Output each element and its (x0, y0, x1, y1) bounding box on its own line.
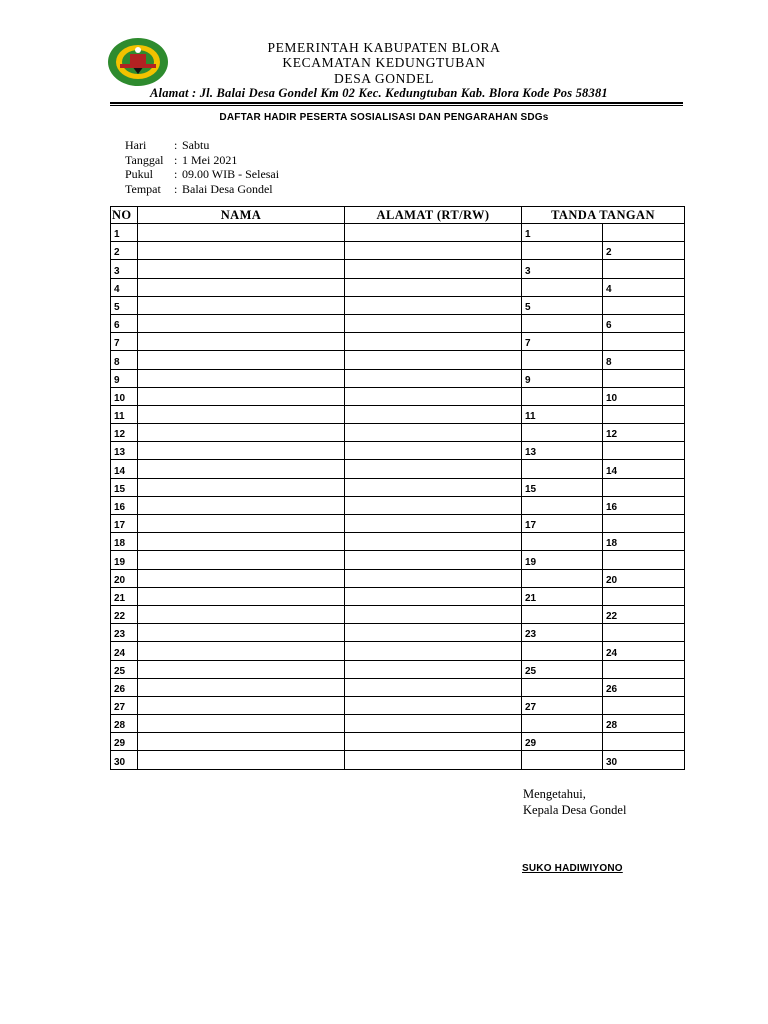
signature-cell-left[interactable] (522, 751, 603, 769)
table-row (111, 460, 685, 478)
table-row (111, 387, 685, 405)
table-row (111, 224, 685, 242)
header-divider (110, 102, 683, 104)
nama-cell[interactable] (138, 605, 345, 623)
nama-cell[interactable] (138, 660, 345, 678)
nama-cell[interactable] (138, 551, 345, 569)
alamat-cell[interactable] (345, 696, 522, 714)
table-row (111, 478, 685, 496)
nama-cell[interactable] (138, 387, 345, 405)
signature-cell-right[interactable] (603, 369, 685, 387)
signature-cell-right[interactable] (603, 442, 685, 460)
alamat-cell[interactable] (345, 678, 522, 696)
alamat-cell[interactable] (345, 442, 522, 460)
signature-cell-left[interactable] (522, 533, 603, 551)
alamat-cell[interactable] (345, 624, 522, 642)
row-number[interactable]: 4 (111, 278, 138, 296)
alamat-cell[interactable] (345, 405, 522, 423)
info-label: Tempat (125, 182, 161, 197)
row-number[interactable]: 10 (111, 387, 138, 405)
info-colon: : (174, 138, 178, 152)
signature-cell-left[interactable]: 1 (522, 224, 603, 242)
signature-cell-left[interactable] (522, 569, 603, 587)
nama-cell[interactable] (138, 351, 345, 369)
signature-cell-left[interactable] (522, 314, 603, 332)
signatory-name: SUKO HADIWIYONO (522, 863, 623, 874)
header-line-2: KECAMATAN KEDUNGTUBAN (282, 55, 486, 70)
nama-cell[interactable] (138, 224, 345, 242)
table-row (111, 551, 685, 569)
nama-cell[interactable] (138, 460, 345, 478)
nama-cell[interactable] (138, 751, 345, 769)
nama-cell[interactable] (138, 642, 345, 660)
table-row (111, 278, 685, 296)
signature-cell-left[interactable] (522, 387, 603, 405)
signature-cell-left[interactable]: 9 (522, 369, 603, 387)
info-label: Hari (125, 138, 147, 152)
column-header-nama: NAMA (138, 207, 345, 224)
alamat-cell[interactable] (345, 515, 522, 533)
column-header-alamat: ALAMAT (RT/RW) (345, 207, 522, 224)
alamat-cell[interactable] (345, 733, 522, 751)
row-number[interactable]: 25 (111, 660, 138, 678)
signature-cell-left[interactable]: 21 (522, 587, 603, 605)
alamat-cell[interactable] (345, 242, 522, 260)
signature-cell-left[interactable]: 17 (522, 515, 603, 533)
nama-cell[interactable] (138, 715, 345, 733)
nama-cell[interactable] (138, 333, 345, 351)
signature-cell-left[interactable]: 19 (522, 551, 603, 569)
alamat-cell[interactable] (345, 715, 522, 733)
info-tempat (125, 182, 279, 197)
info-colon: : (174, 167, 178, 182)
signature-cell-right[interactable]: 2 (603, 242, 685, 260)
header-address: Alamat : Jl. Balai Desa Gondel Km 02 Kec. Kedungtuban Kab. Blora Kode Pos 58381 (150, 86, 608, 100)
nama-cell[interactable] (138, 587, 345, 605)
signature-cell-right[interactable]: 14 (603, 460, 685, 478)
row-number[interactable]: 29 (111, 733, 138, 751)
row-number[interactable]: 26 (111, 678, 138, 696)
alamat-cell[interactable] (345, 478, 522, 496)
table-row (111, 605, 685, 623)
signature-cell-right[interactable] (603, 551, 685, 569)
info-label: Pukul (125, 167, 154, 182)
row-number[interactable]: 13 (111, 442, 138, 460)
signature-cell-right[interactable]: 22 (603, 605, 685, 623)
info-colon: : (174, 182, 178, 197)
row-number[interactable]: 1 (111, 224, 138, 242)
row-number[interactable]: 9 (111, 369, 138, 387)
row-number[interactable]: 17 (111, 515, 138, 533)
alamat-cell[interactable] (345, 587, 522, 605)
info-value: Sabtu (182, 138, 210, 152)
alamat-cell[interactable] (345, 642, 522, 660)
table-row (111, 751, 685, 769)
signature-cell-left[interactable]: 15 (522, 478, 603, 496)
table-row (111, 587, 685, 605)
approval-block (523, 787, 626, 818)
approval-label: Mengetahui, (523, 787, 586, 801)
table-row (111, 333, 685, 351)
signature-cell-left[interactable]: 23 (522, 624, 603, 642)
alamat-cell[interactable] (345, 369, 522, 387)
signature-cell-right[interactable]: 30 (603, 751, 685, 769)
alamat-cell[interactable] (345, 751, 522, 769)
table-row (111, 369, 685, 387)
signature-cell-right[interactable]: 4 (603, 278, 685, 296)
nama-cell[interactable] (138, 369, 345, 387)
row-number[interactable]: 7 (111, 333, 138, 351)
signature-cell-left[interactable]: 29 (522, 733, 603, 751)
row-number[interactable]: 22 (111, 605, 138, 623)
signature-cell-right[interactable]: 24 (603, 642, 685, 660)
table-row (111, 642, 685, 660)
info-label: Tanggal (125, 152, 164, 167)
signature-cell-right[interactable] (603, 333, 685, 351)
signature-cell-left[interactable]: 11 (522, 405, 603, 423)
nama-cell[interactable] (138, 515, 345, 533)
header-line-3: DESA GONDEL (334, 71, 434, 86)
alamat-cell[interactable] (345, 424, 522, 442)
row-number[interactable]: 3 (111, 260, 138, 278)
row-number[interactable]: 19 (111, 551, 138, 569)
row-number[interactable]: 16 (111, 496, 138, 514)
row-number[interactable]: 2 (111, 242, 138, 260)
signature-cell-right[interactable]: 6 (603, 314, 685, 332)
table-row (111, 696, 685, 714)
nama-cell[interactable] (138, 314, 345, 332)
row-number[interactable]: 12 (111, 424, 138, 442)
table-row (111, 442, 685, 460)
signature-cell-right[interactable] (603, 624, 685, 642)
row-number[interactable]: 15 (111, 478, 138, 496)
signature-cell-left[interactable] (522, 605, 603, 623)
table-row (111, 624, 685, 642)
signature-cell-left[interactable] (522, 424, 603, 442)
nama-cell[interactable] (138, 624, 345, 642)
alamat-cell[interactable] (345, 605, 522, 623)
nama-cell[interactable] (138, 424, 345, 442)
table-row (111, 569, 685, 587)
header-divider-thin (110, 105, 683, 106)
signature-cell-left[interactable]: 7 (522, 333, 603, 351)
approval-position: Kepala Desa Gondel (523, 802, 627, 817)
header-line-1: PEMERINTAH KABUPATEN BLORA (267, 40, 501, 55)
alamat-cell[interactable] (345, 314, 522, 332)
nama-cell[interactable] (138, 696, 345, 714)
table-row (111, 296, 685, 314)
signature-cell-right[interactable] (603, 587, 685, 605)
signature-cell-left[interactable] (522, 678, 603, 696)
event-info (125, 138, 279, 197)
signature-cell-left[interactable]: 3 (522, 260, 603, 278)
alamat-cell[interactable] (345, 278, 522, 296)
row-number[interactable]: 18 (111, 533, 138, 551)
info-value: 09.00 WIB - Selesai (182, 167, 280, 182)
signature-cell-right[interactable]: 28 (603, 715, 685, 733)
document-title: DAFTAR HADIR PESERTA SOSIALISASI DAN PENGARAHAN SDGs (219, 112, 549, 123)
signature-cell-right[interactable]: 12 (603, 424, 685, 442)
signature-cell-left[interactable] (522, 642, 603, 660)
row-number[interactable]: 11 (111, 405, 138, 423)
table-row (111, 515, 685, 533)
table-row (111, 242, 685, 260)
alamat-cell[interactable] (345, 660, 522, 678)
alamat-cell[interactable] (345, 496, 522, 514)
table-row (111, 660, 685, 678)
table-row (111, 678, 685, 696)
nama-cell[interactable] (138, 533, 345, 551)
attendance-table (110, 206, 685, 770)
row-number[interactable]: 27 (111, 696, 138, 714)
signature-cell-right[interactable] (603, 478, 685, 496)
signature-cell-left[interactable]: 5 (522, 296, 603, 314)
alamat-cell[interactable] (345, 333, 522, 351)
nama-cell[interactable] (138, 678, 345, 696)
alamat-cell[interactable] (345, 460, 522, 478)
alamat-cell[interactable] (345, 260, 522, 278)
info-value: 1 Mei 2021 (182, 152, 238, 167)
nama-cell[interactable] (138, 278, 345, 296)
signature-cell-right[interactable] (603, 696, 685, 714)
alamat-cell[interactable] (345, 569, 522, 587)
table-row (111, 533, 685, 551)
signature-cell-right[interactable]: 8 (603, 351, 685, 369)
nama-cell[interactable] (138, 260, 345, 278)
nama-cell[interactable] (138, 733, 345, 751)
row-number[interactable]: 24 (111, 642, 138, 660)
signature-cell-right[interactable] (603, 660, 685, 678)
table-header-row (111, 207, 685, 224)
signature-cell-left[interactable] (522, 242, 603, 260)
signature-cell-right[interactable] (603, 405, 685, 423)
signature-cell-right[interactable]: 26 (603, 678, 685, 696)
table-row (111, 733, 685, 751)
signature-cell-left[interactable] (522, 715, 603, 733)
row-number[interactable]: 14 (111, 460, 138, 478)
signature-cell-left[interactable] (522, 278, 603, 296)
column-header-tanda-tangan: TANDA TANGAN (522, 207, 685, 224)
table-row (111, 351, 685, 369)
info-hari (125, 138, 279, 153)
row-number[interactable]: 23 (111, 624, 138, 642)
signature-cell-right[interactable] (603, 296, 685, 314)
row-number[interactable]: 8 (111, 351, 138, 369)
alamat-cell[interactable] (345, 387, 522, 405)
signature-cell-left[interactable] (522, 460, 603, 478)
signature-cell-right[interactable]: 18 (603, 533, 685, 551)
row-number[interactable]: 21 (111, 587, 138, 605)
table-row (111, 496, 685, 514)
alamat-cell[interactable] (345, 224, 522, 242)
nama-cell[interactable] (138, 569, 345, 587)
info-value: Balai Desa Gondel (182, 182, 273, 197)
signature-cell-right[interactable]: 10 (603, 387, 685, 405)
table-row (111, 715, 685, 733)
nama-cell[interactable] (138, 296, 345, 314)
signature-cell-right[interactable] (603, 260, 685, 278)
row-number[interactable]: 30 (111, 751, 138, 769)
alamat-cell[interactable] (345, 351, 522, 369)
nama-cell[interactable] (138, 405, 345, 423)
alamat-cell[interactable] (345, 533, 522, 551)
signature-cell-right[interactable] (603, 733, 685, 751)
alamat-cell[interactable] (345, 296, 522, 314)
table-row (111, 405, 685, 423)
signature-cell-left[interactable]: 25 (522, 660, 603, 678)
signature-cell-right[interactable]: 20 (603, 569, 685, 587)
signature-cell-right[interactable]: 16 (603, 496, 685, 514)
nama-cell[interactable] (138, 442, 345, 460)
row-number[interactable]: 5 (111, 296, 138, 314)
signature-cell-right[interactable] (603, 224, 685, 242)
nama-cell[interactable] (138, 496, 345, 514)
signature-cell-left[interactable]: 13 (522, 442, 603, 460)
info-pukul (125, 167, 279, 182)
signature-cell-left[interactable] (522, 351, 603, 369)
signature-cell-left[interactable]: 27 (522, 696, 603, 714)
nama-cell[interactable] (138, 478, 345, 496)
info-colon: : (174, 152, 178, 167)
row-number[interactable]: 28 (111, 715, 138, 733)
info-tanggal (125, 153, 279, 168)
column-header-no: NO (111, 207, 138, 224)
signature-cell-right[interactable] (603, 515, 685, 533)
signature-cell-left[interactable] (522, 496, 603, 514)
table-row (111, 260, 685, 278)
row-number[interactable]: 20 (111, 569, 138, 587)
row-number[interactable]: 6 (111, 314, 138, 332)
alamat-cell[interactable] (345, 551, 522, 569)
table-row (111, 314, 685, 332)
table-row (111, 424, 685, 442)
nama-cell[interactable] (138, 242, 345, 260)
